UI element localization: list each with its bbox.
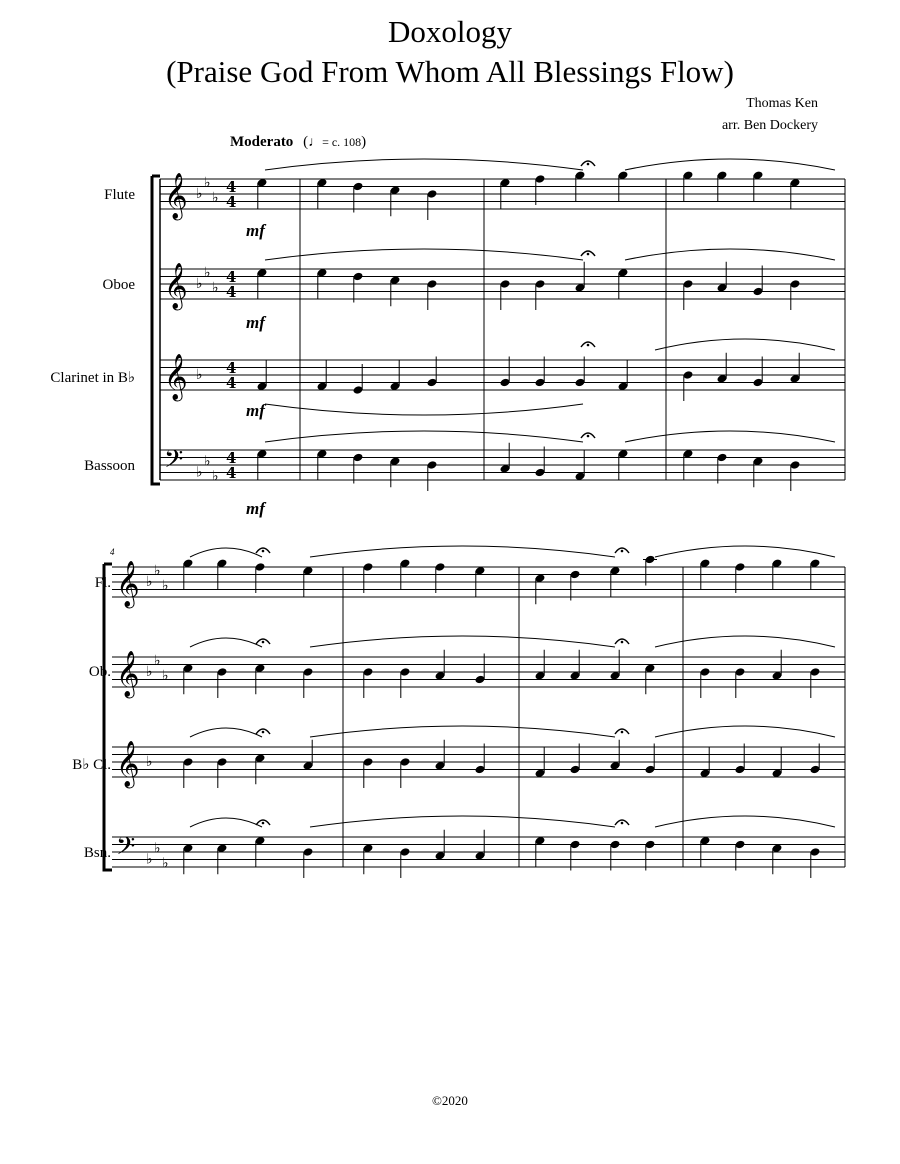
key-signature-flat: ♭ [146, 754, 153, 770]
slur [655, 816, 835, 827]
instrument-name-clarinet: Clarinet in B♭ [50, 370, 135, 386]
instrument-name-flute: Flute [104, 187, 135, 203]
instrument-name-bassoon: Bassoon [84, 458, 135, 474]
fermata-dot [587, 163, 590, 166]
slur [625, 159, 835, 170]
system-bracket [152, 176, 160, 484]
key-signature-flat: ♭ [154, 652, 161, 669]
key-signature-flat: ♭ [212, 468, 219, 485]
time-signature-bottom: 4 [226, 193, 237, 211]
fermata-dot [621, 822, 624, 825]
metronome-value: = c. 108 [322, 135, 362, 149]
composer-credit: Thomas Ken [746, 96, 818, 111]
fermata-dot [587, 435, 590, 438]
slur [655, 726, 835, 737]
fermata-dot [262, 822, 265, 825]
dynamic-mf-flute: mf [246, 221, 265, 240]
key-signature-flat: ♭ [162, 667, 169, 684]
slur [190, 818, 262, 827]
instrument-abbr-bassoon: Bsn. [83, 845, 111, 861]
key-signature-flat: ♭ [162, 577, 169, 594]
key-signature-flat: ♭ [204, 264, 211, 281]
key-signature-flat: ♭ [162, 855, 169, 872]
bass-clef-icon: 𝄢 [164, 445, 184, 480]
dynamic-mf-clarinet: mf [246, 401, 265, 420]
key-signature-flat: ♭ [146, 851, 153, 868]
time-signature-bottom: 4 [226, 464, 237, 482]
slur [625, 249, 835, 260]
key-signature-flat: ♭ [146, 574, 153, 590]
key-signature-flat: ♭ [212, 279, 219, 296]
fermata-dot [262, 550, 265, 553]
key-signature-flat: ♭ [154, 840, 161, 857]
fermata-dot [621, 731, 624, 734]
slur [310, 636, 615, 647]
slur [655, 339, 835, 350]
slur [265, 404, 583, 415]
time-signature-bottom: 4 [226, 283, 237, 301]
key-signature-flat: ♭ [204, 174, 211, 191]
dynamic-mf-oboe: mf [246, 313, 265, 332]
fermata-dot [262, 731, 265, 734]
treble-clef-icon: 𝄞 [116, 651, 140, 697]
piece-title: Doxology [388, 14, 512, 49]
instrument-name-oboe: Oboe [102, 277, 135, 293]
key-signature-flat: ♭ [154, 562, 161, 579]
key-signature-flat: ♭ [212, 189, 219, 206]
slur [625, 431, 835, 442]
instrument-abbr-oboe: Ob. [88, 664, 111, 680]
fermata-dot [621, 550, 624, 553]
time-signature-top: 4 [226, 449, 237, 467]
slur [310, 726, 615, 737]
fermata-dot [621, 641, 624, 644]
tempo-marking: Moderato (♩= c. 108) [230, 134, 367, 150]
key-signature-flat: ♭ [196, 186, 203, 202]
slur [190, 728, 262, 737]
copyright: ©2020 [432, 1093, 468, 1108]
slur [190, 638, 262, 647]
slur [310, 546, 615, 557]
treble-clef-icon: 𝄞 [164, 354, 188, 400]
time-signature-top: 4 [226, 359, 237, 377]
treble-clef-icon: 𝄞 [116, 561, 140, 607]
key-signature-flat: ♭ [196, 367, 203, 383]
dynamic-mf-bassoon: mf [246, 499, 265, 518]
treble-clef-icon: 𝄞 [116, 741, 140, 787]
piece-subtitle: (Praise God From Whom All Blessings Flow) [166, 54, 734, 89]
key-signature-flat: ♭ [196, 464, 203, 481]
slur [265, 431, 583, 442]
bass-clef-icon: 𝄢 [116, 832, 136, 867]
slur [310, 816, 615, 827]
slur [190, 548, 262, 557]
instrument-abbr-flute: Fl. [94, 575, 111, 591]
quarter-note-icon: ♩ [308, 135, 323, 150]
time-signature-bottom: 4 [226, 374, 237, 392]
slur [655, 546, 835, 557]
tempo-word: Moderato [230, 134, 294, 150]
fermata-dot [262, 641, 265, 644]
treble-clef-icon: 𝄞 [164, 173, 188, 219]
slur [265, 159, 583, 170]
key-signature-flat: ♭ [196, 276, 203, 292]
fermata-dot [587, 253, 590, 256]
fermata-dot [587, 344, 590, 347]
time-signature-top: 4 [226, 268, 237, 286]
treble-clef-icon: 𝄞 [164, 263, 188, 309]
key-signature-flat: ♭ [146, 664, 153, 680]
measure-number: 4 [110, 547, 115, 557]
slur [655, 636, 835, 647]
key-signature-flat: ♭ [204, 453, 211, 470]
time-signature-top: 4 [226, 178, 237, 196]
arranger-credit: arr. Ben Dockery [721, 118, 818, 133]
instrument-abbr-clarinet: B♭ Cl. [72, 757, 111, 773]
slur [265, 249, 583, 260]
system-bracket [104, 564, 112, 870]
